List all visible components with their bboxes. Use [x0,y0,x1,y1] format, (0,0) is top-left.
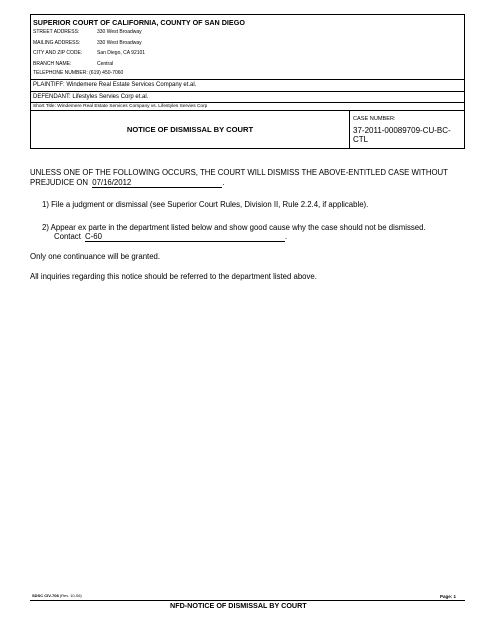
street-address-label: STREET ADDRESS: [33,29,80,35]
inquiries-note: All inquiries regarding this notice should be referred to the department listed above. [30,272,317,281]
short-title-line: Short Title: Windemere Real Estate Services Company vs. Lifestyles Servies Corp [33,104,208,109]
intro-line-1: UNLESS ONE OF THE FOLLOWING OCCURS, THE COURT WILL DISMISS THE ABOVE-ENTITLED CASE WITHOUT [30,168,448,177]
mailing-address-label: MAILING ADDRESS: [33,40,81,46]
defendant-line: DEFENDANT: Lifestyles Servies Corp et.al. [33,94,149,100]
telephone-value: (619) 450-7060 [89,70,124,76]
item-1: 1) File a judgment or dismissal (see Superior Court Rules, Division II, Rule 2.2.4, if applicable). [42,200,369,209]
item-2-line-2 [54,232,287,242]
notice-block [30,110,465,149]
city-zip-value: San Diego, CA 92101 [97,50,146,56]
page-number: Page: 1 [440,594,457,599]
plaintiff-line: PLAINTIFF: Windemere Real Estate Services Company et.al. [33,82,197,88]
item-2-line-1: 2) Appear ex parte in the department listed below and show good cause why the case should not be dismissed. [42,223,426,232]
case-number-label: CASE NUMBER: [353,116,396,122]
contact-period: . [285,232,288,241]
intro-period: . [222,178,225,187]
contact-department-field [85,232,288,242]
divider [31,79,464,80]
divider [31,102,464,103]
intro-line-2 [30,178,224,188]
mailing-address-value: 330 West Broadway [97,40,142,46]
intro-prefix: PREJUDICE ON [30,178,89,187]
form-revision: (Rev. 10-06) [59,593,82,598]
divider [31,91,464,92]
notice-title-cell [31,111,350,148]
dismissal-date: 07/16/2012 [92,178,132,187]
city-zip-label: CITY AND ZIP CODE: [33,50,83,56]
continuance-note: Only one continuance will be granted. [30,252,161,261]
footer-title: NFD-NOTICE OF DISMISSAL BY COURT [170,601,307,610]
contact-department: C-60 [85,232,102,241]
case-number: 37-2011-00089709-CU-BC-CTL [353,126,451,144]
street-address-value: 330 West Broadway [97,29,142,35]
telephone-label: TELEPHONE NUMBER: [33,70,88,76]
notice-title: NOTICE OF DISMISSAL BY COURT [126,125,254,134]
form-number: SDSC CIV-708 [32,593,59,598]
branch-name-label: BRANCH NAME: [33,61,72,67]
telephone [33,70,123,76]
contact-prefix: Contact [54,232,81,241]
header-block [30,14,465,111]
court-name: SUPERIOR COURT OF CALIFORNIA, COUNTY OF SAN DIEGO [33,18,245,27]
branch-name-value: Central [97,61,114,67]
form-id [32,593,82,598]
dismissal-date-field [92,178,225,188]
